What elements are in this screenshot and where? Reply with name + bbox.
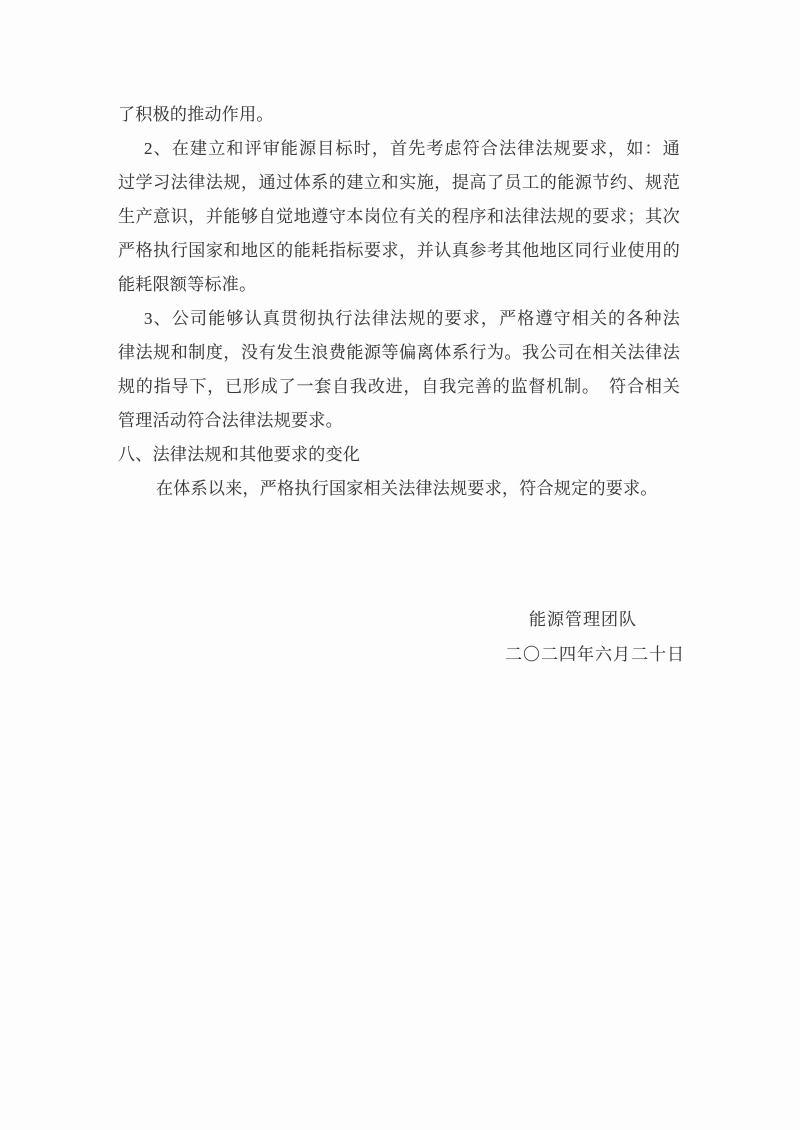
paragraph-line: 管理活动符合法律法规要求。 bbox=[118, 411, 343, 430]
paragraph-line: 生产意识，并能够自觉地遵守本岗位有关的程序和法律法规的要求；其次 bbox=[118, 207, 680, 226]
paragraph-line: 2、在建立和评审能源目标时，首先考虑符合法律法规要求，如：通 bbox=[144, 139, 680, 158]
paragraph-line: 能耗限额等标准。 bbox=[118, 275, 257, 294]
signature-team: 能源管理团队 bbox=[529, 610, 637, 629]
paragraph-line: 了积极的推动作用。 bbox=[118, 105, 274, 124]
paragraph-line: 严格执行国家和地区的能耗指标要求，并认真参考其他地区同行业使用的 bbox=[118, 241, 680, 260]
paragraph-line: 规的指导下，已形成了一套自我改进，自我完善的监督机制。 符合相关 bbox=[118, 377, 680, 396]
paragraph-line: 律法规和制度，没有发生浪费能源等偏离体系行为。我公司在相关法律法 bbox=[118, 343, 680, 362]
signature-date: 二〇二四年六月二十日 bbox=[505, 645, 685, 664]
document-body bbox=[118, 98, 680, 506]
paragraph-line: 3、公司能够认真贯彻执行法律法规的要求，严格遵守相关的各种法 bbox=[144, 309, 680, 328]
paragraph-line: 在体系以来，严格执行国家相关法律法规要求，符合规定的要求。 bbox=[156, 479, 658, 498]
paragraph-line: 过学习法律法规，通过体系的建立和实施，提高了员工的能源节约、规范 bbox=[118, 173, 680, 192]
section-heading: 八、法律法规和其他要求的变化 bbox=[118, 445, 361, 464]
